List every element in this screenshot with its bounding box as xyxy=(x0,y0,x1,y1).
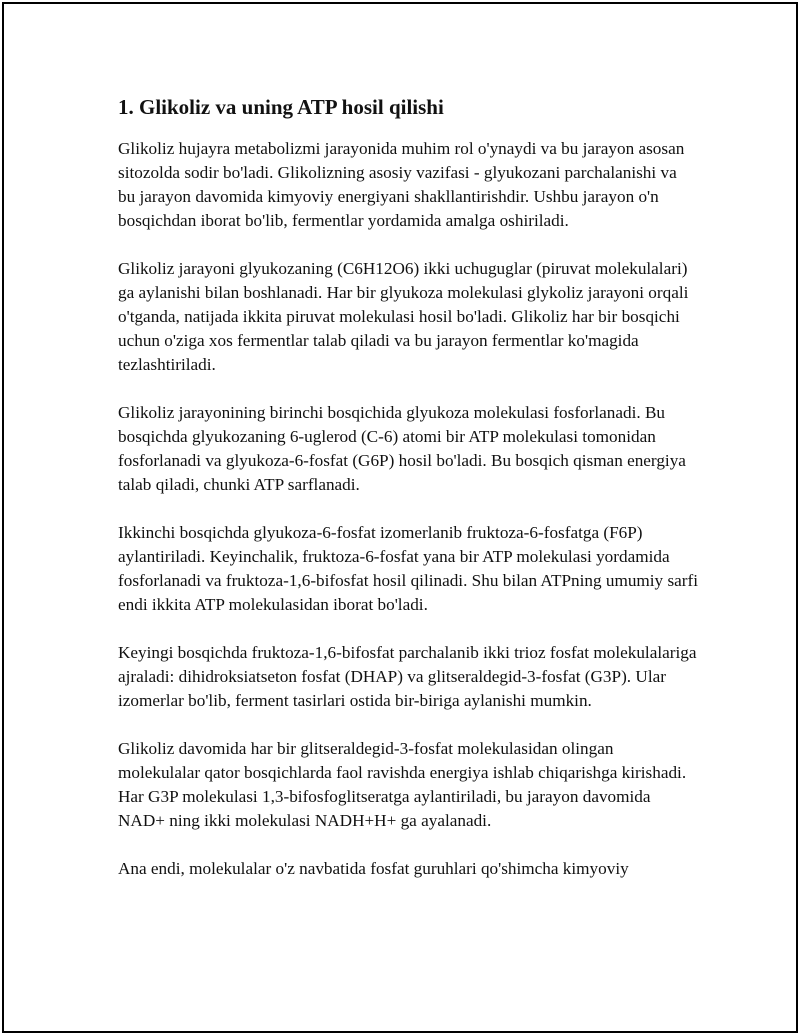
paragraph-6: Glikoliz davomida har bir glitseraldegid-3-fosfat molekulasidan olingan molekulalar qator bosqichlarda faol ravishda energiya ishlab chiqarishga kirishadi. Har G3P molekulasi 1,3-bifosfoglitseratga aylantiriladi, bu jarayon davomida NAD+ ning ikki molekulasi NADH+H+ ga ayalanadi. xyxy=(118,739,687,830)
paragraph-5: Keyingi bosqichda fruktoza-1,6-bifosfat parchalanib ikki trioz fosfat molekulalariga ajraladi: dihidroksiatseton fosfat (DHAP) va glitseraldegid-3-fosfat (G3P). Ular izomerlar bo'lib, ferment tasirlari ostida bir-biriga aylanishi mumkin. xyxy=(118,643,697,710)
paragraph-3: Glikoliz jarayonining birinchi bosqichida glyukoza molekulasi fosforlanadi. Bu bosqichda glyukozaning 6-uglerod (C-6) atomi bir ATP molekulasi tomonidan fosforlanadi va glyukoza-6-fosfat (G6P) hosil bo'ladi. Bu bosqich qisman energiya talab qiladi, chunki ATP sarflanadi. xyxy=(118,403,686,494)
paragraph-2: Glikoliz jarayoni glyukozaning (C6H12O6) ikki uchuguglar (piruvat molekulalari) ga aylanishi bilan boshlanadi. Har bir glyukoza molekulasi glykoliz jarayoni orqali o'tganda, natijada ikkita piruvat molekulasi hosil bo'ladi. Glikoliz har bir bosqichi uchun o'ziga xos fermentlar talab qiladi va bu jarayon fermentlar ko'magida tezlashtiriladi. xyxy=(118,259,689,374)
paragraph-4: Ikkinchi bosqichda glyukoza-6-fosfat izomerlanib fruktoza-6-fosfatga (F6P) aylantiriladi. Keyinchalik, fruktoza-6-fosfat yana bir ATP molekulasi yordamida fosforlanadi va fruktoza-1,6-bifosfat hosil qilinadi. Shu bilan ATPning umumiy sarfi endi ikkita ATP molekulasidan iborat bo'ladi. xyxy=(118,523,698,614)
section-heading: 1. Glikoliz va uning ATP hosil qilishi xyxy=(118,95,444,119)
paragraph-1: Glikoliz hujayra metabolizmi jarayonida muhim rol o'ynaydi va bu jarayon asosan sitozolda sodir bo'ladi. Glikolizning asosiy vazifasi - glyukozani parchalanishi va bu jarayon davomida kimyoviy energiyani shakllantirishdir. Ushbu jarayon o'n bosqichdan iborat bo'lib, fermentlar yordamida amalga oshiriladi. xyxy=(118,139,685,230)
document-body xyxy=(118,93,698,905)
paragraph-7: Ana endi, molekulalar o'z navbatida fosfat guruhlari qo'shimcha kimyoviy xyxy=(118,859,629,878)
